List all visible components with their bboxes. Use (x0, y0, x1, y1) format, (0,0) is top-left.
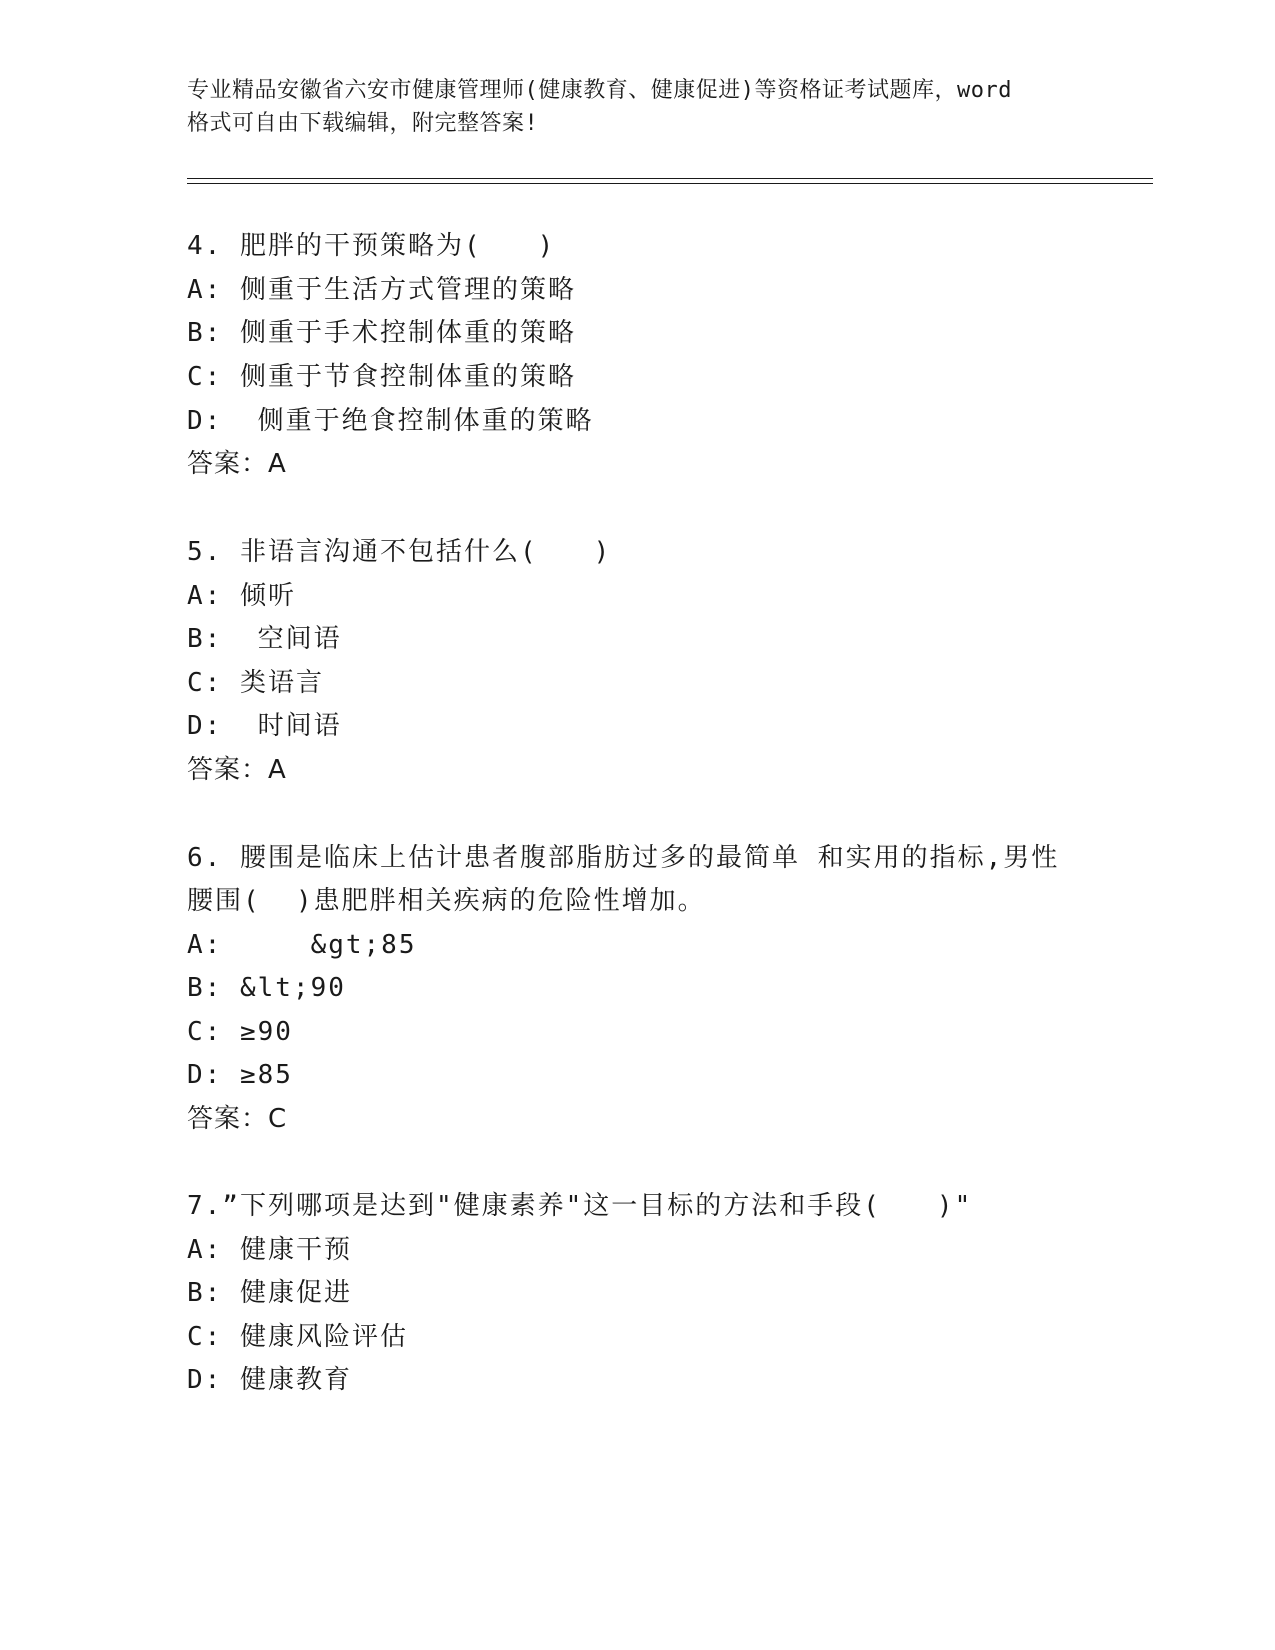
question-5-option-c: C: 类语言 (187, 668, 324, 698)
header-divider-top (187, 178, 1153, 179)
document-header (187, 74, 1087, 140)
question-5-option-a: A: 倾听 (187, 581, 296, 611)
question-5-stem: 5. 非语言沟通不包括什么( ) (187, 537, 612, 567)
question-4-option-b: B: 侧重于手术控制体重的策略 (187, 318, 576, 348)
question-4-option-d: D: 侧重于绝食控制体重的策略 (187, 406, 594, 436)
question-6-option-d: D: ≥85 (187, 1060, 293, 1090)
question-6-option-a: A: &gt;85 (187, 930, 417, 960)
question-7-option-d: D: 健康教育 (187, 1365, 352, 1395)
question-7-option-b: B: 健康促进 (187, 1278, 352, 1308)
question-6-option-c: C: ≥90 (187, 1017, 293, 1047)
question-4-answer: 答案：A (187, 449, 287, 479)
question-6-option-b: B: &lt;90 (187, 973, 346, 1003)
question-6-answer: 答案：C (187, 1104, 288, 1134)
header-divider-bottom (187, 183, 1153, 184)
question-4-stem: 4. 肥胖的干预策略为( ) (187, 231, 556, 261)
question-6-stem-line-2: 腰围( )患肥胖相关疾病的危险性增加。 (187, 886, 706, 916)
question-5-option-b: B: 空间语 (187, 624, 342, 654)
header-line-1: 专业精品安徽省六安市健康管理师(健康教育、健康促进)等资格证考试题库，word (187, 78, 1012, 103)
question-5-option-d: D: 时间语 (187, 711, 342, 741)
question-4-option-c: C: 侧重于节食控制体重的策略 (187, 362, 576, 392)
question-6-stem-line-1: 6. 腰围是临床上估计患者腹部脂肪过多的最简单 和实用的指标,男性 (187, 843, 1060, 873)
question-7-option-a: A: 健康干预 (187, 1235, 352, 1265)
question-5-answer: 答案：A (187, 755, 287, 785)
header-line-2: 格式可自由下载编辑，附完整答案! (187, 111, 539, 136)
question-7-option-c: C: 健康风险评估 (187, 1322, 408, 1352)
question-4-option-a: A: 侧重于生活方式管理的策略 (187, 275, 576, 305)
question-7-stem: 7.”下列哪项是达到"健康素养"这一目标的方法和手段( )" (187, 1191, 973, 1221)
